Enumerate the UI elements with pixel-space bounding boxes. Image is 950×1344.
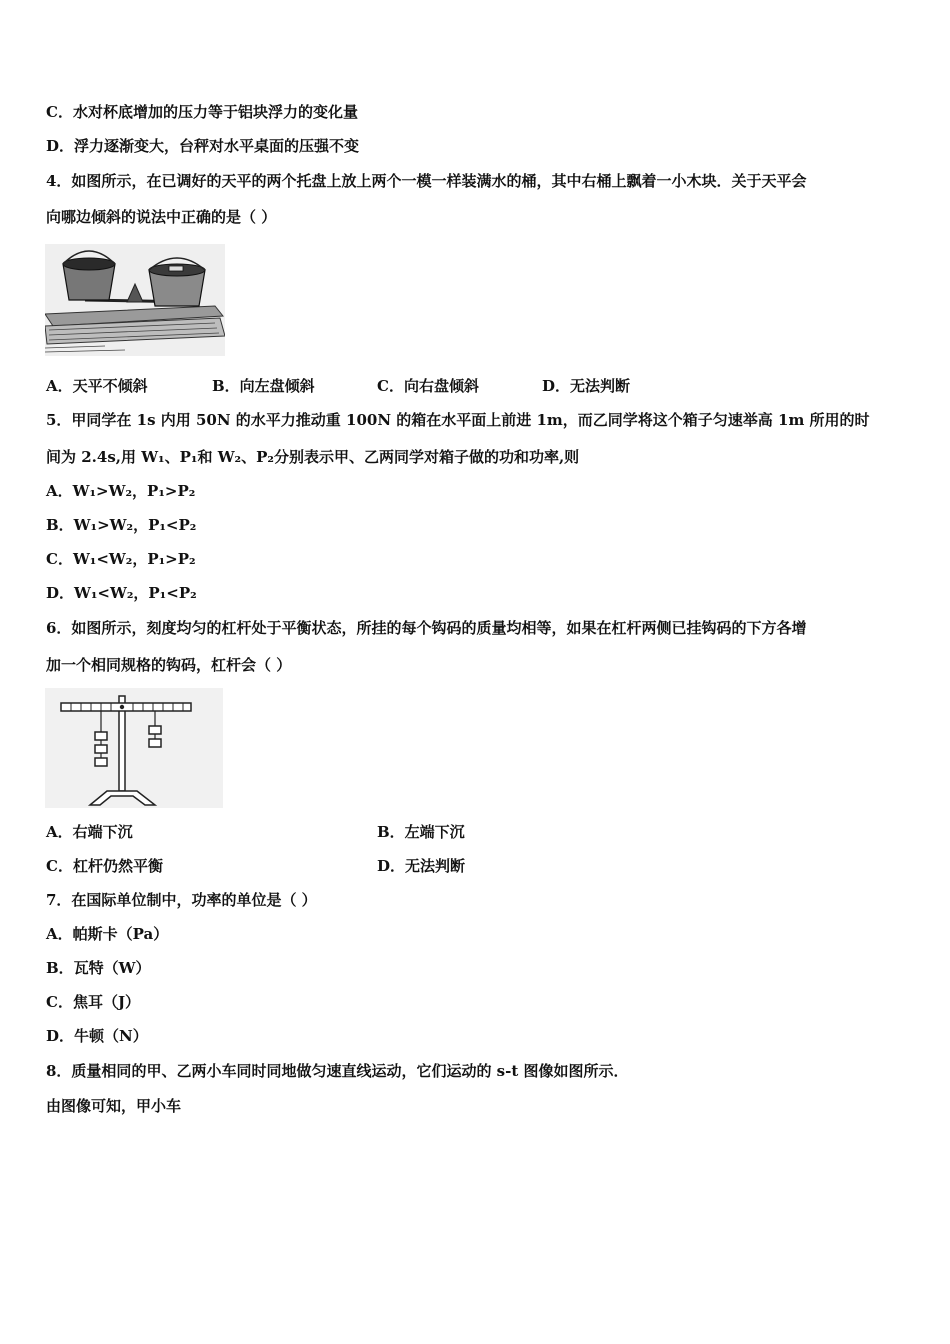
q4-option-d[interactable]: D．无法判断 <box>542 377 631 395</box>
q6-option-c[interactable]: C．杠杆仍然平衡 <box>46 857 163 875</box>
q6-text-line1: 6．如图所示，刻度均匀的杠杆处于平衡状态，所挂的每个钩码的质量均相等，如果在杠杆两侧已挂钩码的下方各增 <box>46 619 807 637</box>
q5-text-line2: 间为 2.4s,用 W₁、P₁和 W₂、P₂分别表示甲、乙两同学对箱子做的功和功率,则 <box>46 448 580 466</box>
q4-option-a[interactable]: A．天平不倾斜 <box>46 377 148 395</box>
q7-text: 7．在国际单位制中，功率的单位是（ ） <box>46 891 317 909</box>
lever-figure <box>45 688 223 808</box>
q4-option-b[interactable]: B．向左盘倾斜 <box>212 377 315 395</box>
q7-option-d[interactable]: D．牛顿（N） <box>46 1027 148 1045</box>
option-c-prev: C．水对杯底增加的压力等于铝块浮力的变化量 <box>46 103 358 121</box>
q7-option-a[interactable]: A．帕斯卡（Pa） <box>46 925 169 943</box>
q8-text-line1: 8．质量相同的甲、乙两小车同时同地做匀速直线运动，它们运动的 s-t 图像如图所示． <box>46 1062 629 1080</box>
option-d-prev: D．浮力逐渐变大，台秤对水平桌面的压强不变 <box>46 137 360 155</box>
q8-text-line2: 由图像可知，甲小车 <box>46 1097 182 1115</box>
q4-text-line1: 4．如图所示，在已调好的天平的两个托盘上放上两个一模一样装满水的桶，其中右桶上飘着一小木块．关于天平会 <box>46 172 807 190</box>
q5-text-line1: 5．甲同学在 1s 内用 50N 的水平力推动重 100N 的箱在水平面上前进 1m，而乙同学将这个箱子匀速举高 1m 所用的时 <box>46 411 870 429</box>
q5-option-b[interactable]: B．W₁>W₂，P₁<P₂ <box>46 516 197 534</box>
q6-option-b[interactable]: B．左端下沉 <box>377 823 465 841</box>
q6-text-line2: 加一个相同规格的钩码，杠杆会（ ） <box>46 656 292 674</box>
q4-text-line2: 向哪边倾斜的说法中正确的是（ ） <box>46 208 277 226</box>
q6-option-d[interactable]: D．无法判断 <box>377 857 466 875</box>
balance-buckets-figure <box>45 244 225 356</box>
q5-option-d[interactable]: D．W₁<W₂，P₁<P₂ <box>46 584 197 602</box>
q5-option-a[interactable]: A．W₁>W₂，P₁>P₂ <box>46 482 196 500</box>
q5-option-c[interactable]: C．W₁<W₂，P₁>P₂ <box>46 550 196 568</box>
q7-option-b[interactable]: B．瓦特（W） <box>46 959 151 977</box>
q4-option-c[interactable]: C．向右盘倾斜 <box>377 377 479 395</box>
q7-option-c[interactable]: C．焦耳（J） <box>46 993 141 1011</box>
q6-option-a[interactable]: A．右端下沉 <box>46 823 133 841</box>
